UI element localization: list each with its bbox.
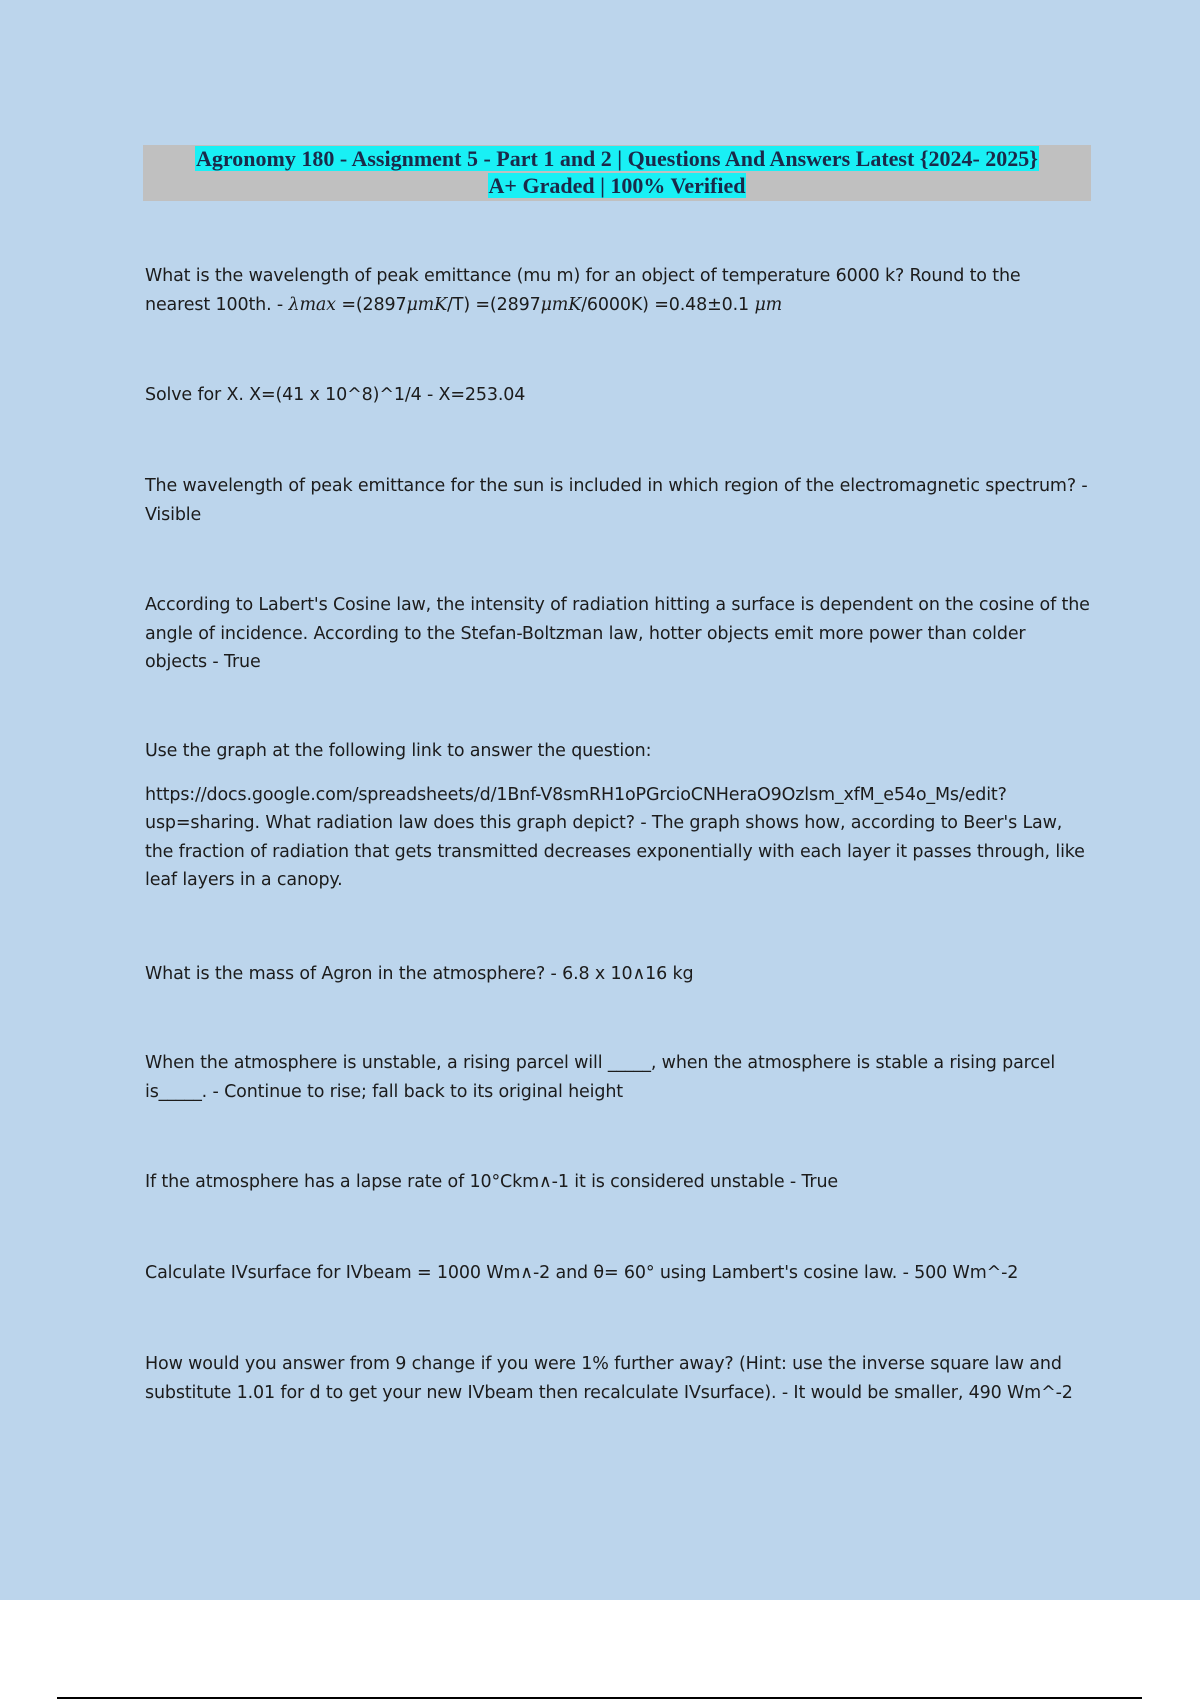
title-line-2: A+ Graded | 100% Verified xyxy=(488,173,746,198)
question-3-text: The wavelength of peak emittance for the sun is included in which region of the electromagnetic spectrum? - Visible xyxy=(145,476,1088,525)
question-10 xyxy=(145,1350,1090,1407)
question-1-text xyxy=(145,262,1090,319)
question-5-body: https://docs.google.com/spreadsheets/d/1Bnf-V8smRH1oPGrcioCNHeraO9Ozlsm_xfM_e54o_Ms/edit?usp=sharing. What radiation law does this graph depict? - The graph shows how, according to Beer's Law, the fraction of radiation that gets transmitted decreases exponentially with each layer it passes through, like leaf layers in a canopy. xyxy=(145,784,1085,890)
question-7 xyxy=(145,1049,1090,1106)
lambda-max-symbol: λmax xyxy=(288,294,336,315)
footer-divider xyxy=(57,1697,1142,1699)
question-8-text: If the atmosphere has a lapse rate of 10°Ckm∧-1 it is considered unstable - True xyxy=(145,1172,839,1192)
question-4 xyxy=(145,591,1090,677)
formula-part-1: =(2897 xyxy=(335,294,407,315)
question-9-text: Calculate IVsurface for IVbeam = 1000 Wm∧-2 and θ= 60° using Lambert's cosine law. - 500 Wm^-2 xyxy=(145,1263,1019,1283)
question-1 xyxy=(145,262,1090,319)
question-5 xyxy=(145,737,1090,895)
question-10-text: How would you answer from 9 change if you were 1% further away? (Hint: use the inverse square law and substitute 1.01 for d to get your new IVbeam then recalculate IVsurface). - It would be smaller, 490 Wm^-2 xyxy=(145,1354,1073,1403)
question-3 xyxy=(145,472,1090,529)
unit-umk-2: μmK xyxy=(540,294,582,315)
question-9 xyxy=(145,1259,1090,1288)
question-5-intro: Use the graph at the following link to answer the question: xyxy=(145,741,652,761)
question-2 xyxy=(145,381,1090,410)
question-6 xyxy=(145,960,1090,989)
question-6-text: What is the mass of Agron in the atmosphere? - 6.8 x 10∧16 kg xyxy=(145,964,694,984)
unit-umk-1: μmK xyxy=(406,294,448,315)
document-title xyxy=(143,145,1091,201)
question-4-text: According to Labert's Cosine law, the intensity of radiation hitting a surface is dependent on the cosine of the angle of incidence. According to the Stefan-Boltzman law, hotter objects emit more power than colder objects - True xyxy=(145,595,1090,672)
title-line-1: Agronomy 180 - Assignment 5 - Part 1 and 2 | Questions And Answers Latest {2024- 2025} xyxy=(196,146,1038,171)
question-7-text: When the atmosphere is unstable, a rising parcel will _____, when the atmosphere is stable a rising parcel is_____. - Continue to rise; fall back to its original height xyxy=(145,1053,1056,1102)
unit-um: μm xyxy=(754,294,783,315)
question-1-prompt: What is the wavelength of peak emittance (mu m) for an object of temperature 6000 k? Round to the nearest 100th. - xyxy=(145,266,1021,315)
question-2-text: Solve for X. X=(41 x 10^8)^1/4 - X=253.04 xyxy=(145,385,526,405)
formula-part-2: /T) =(2897 xyxy=(447,294,541,315)
formula-part-3: /6000K) =0.48±0.1 xyxy=(581,294,755,315)
question-8 xyxy=(145,1168,1090,1197)
